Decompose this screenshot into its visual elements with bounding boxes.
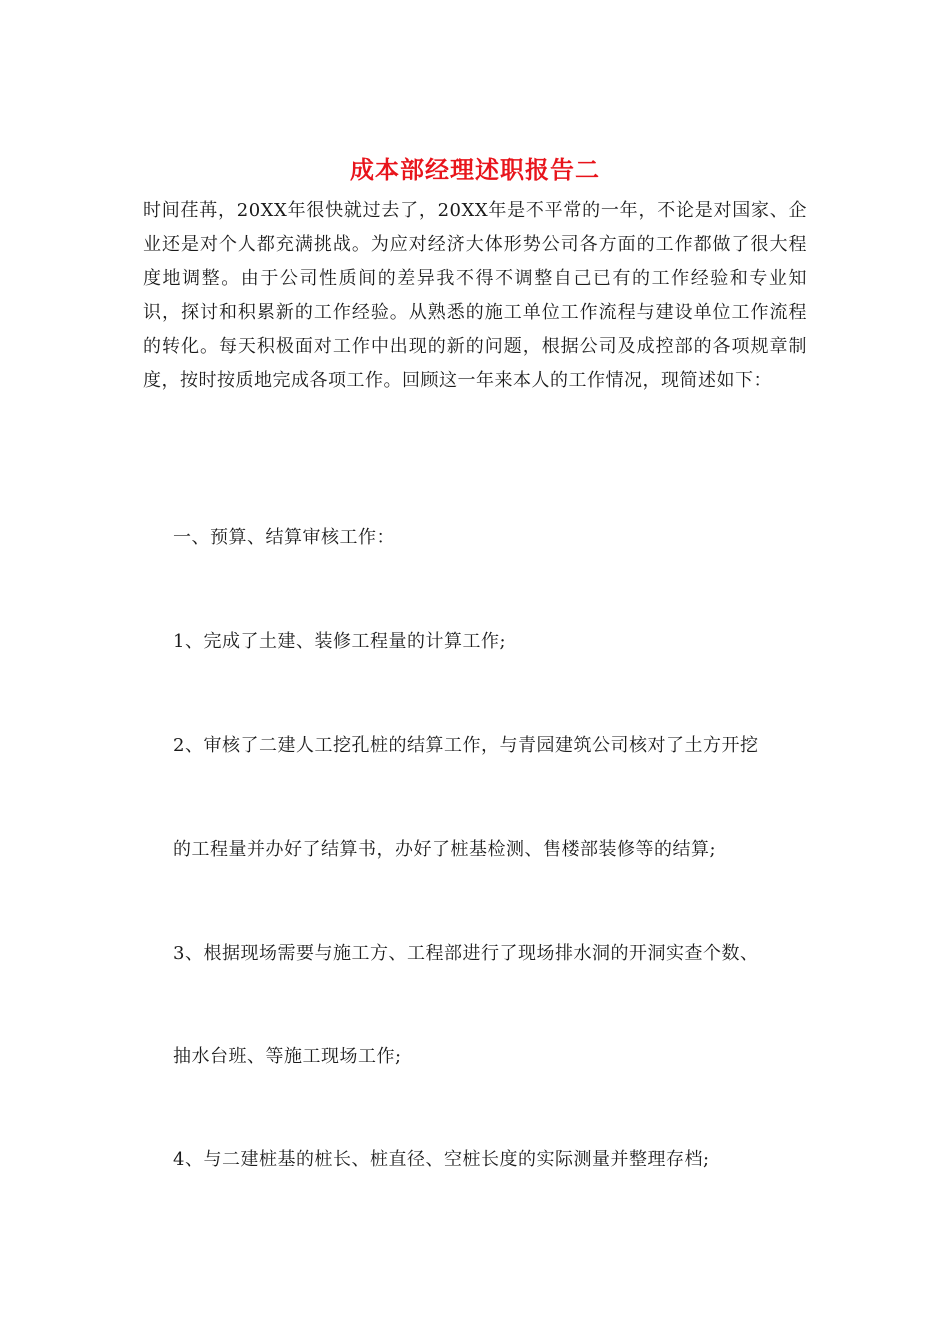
list-item-3-line-2: 抽水台班、等施工现场工作; xyxy=(173,1046,402,1067)
list-item-1: 1、完成了土建、装修工程量的计算工作; xyxy=(173,631,507,652)
section-heading-budget: 一、预算、结算审核工作： xyxy=(173,527,395,548)
list-item-2-line-2: 的工程量并办好了结算书，办好了桩基检测、售楼部装修等的结算; xyxy=(173,839,717,860)
intro-paragraph: 时间荏苒，20XX年很快就过去了，20XX年是不平常的一年，不论是对国家、企业还是对个人都充满挑战。为应对经济大体形势公司各方面的工作都做了很大程度地调整。由于公司性质间的差异我不得不调整自己已有的工作经验和专业知识，探讨和积累新的工作经验。从熟悉的施工单位工作流程与建设单位工作流程的转化。每天积极面对工作中出现的新的问题，根据公司及成控部的各项规章制度，按时按质地完成各项工作。回顾这一年来本人的工作情况，现简述如下： xyxy=(143,200,807,391)
list-item-4: 4、与二建桩基的桩长、桩直径、空桩长度的实际测量并整理存档; xyxy=(173,1149,710,1170)
page-title: 成本部经理述职报告二 xyxy=(350,155,600,184)
list-item-2-line-1: 2、审核了二建人工挖孔桩的结算工作，与青园建筑公司核对了土方开挖 xyxy=(173,735,759,756)
list-item-3-line-1: 3、根据现场需要与施工方、工程部进行了现场排水洞的开洞实查个数、 xyxy=(173,943,759,964)
